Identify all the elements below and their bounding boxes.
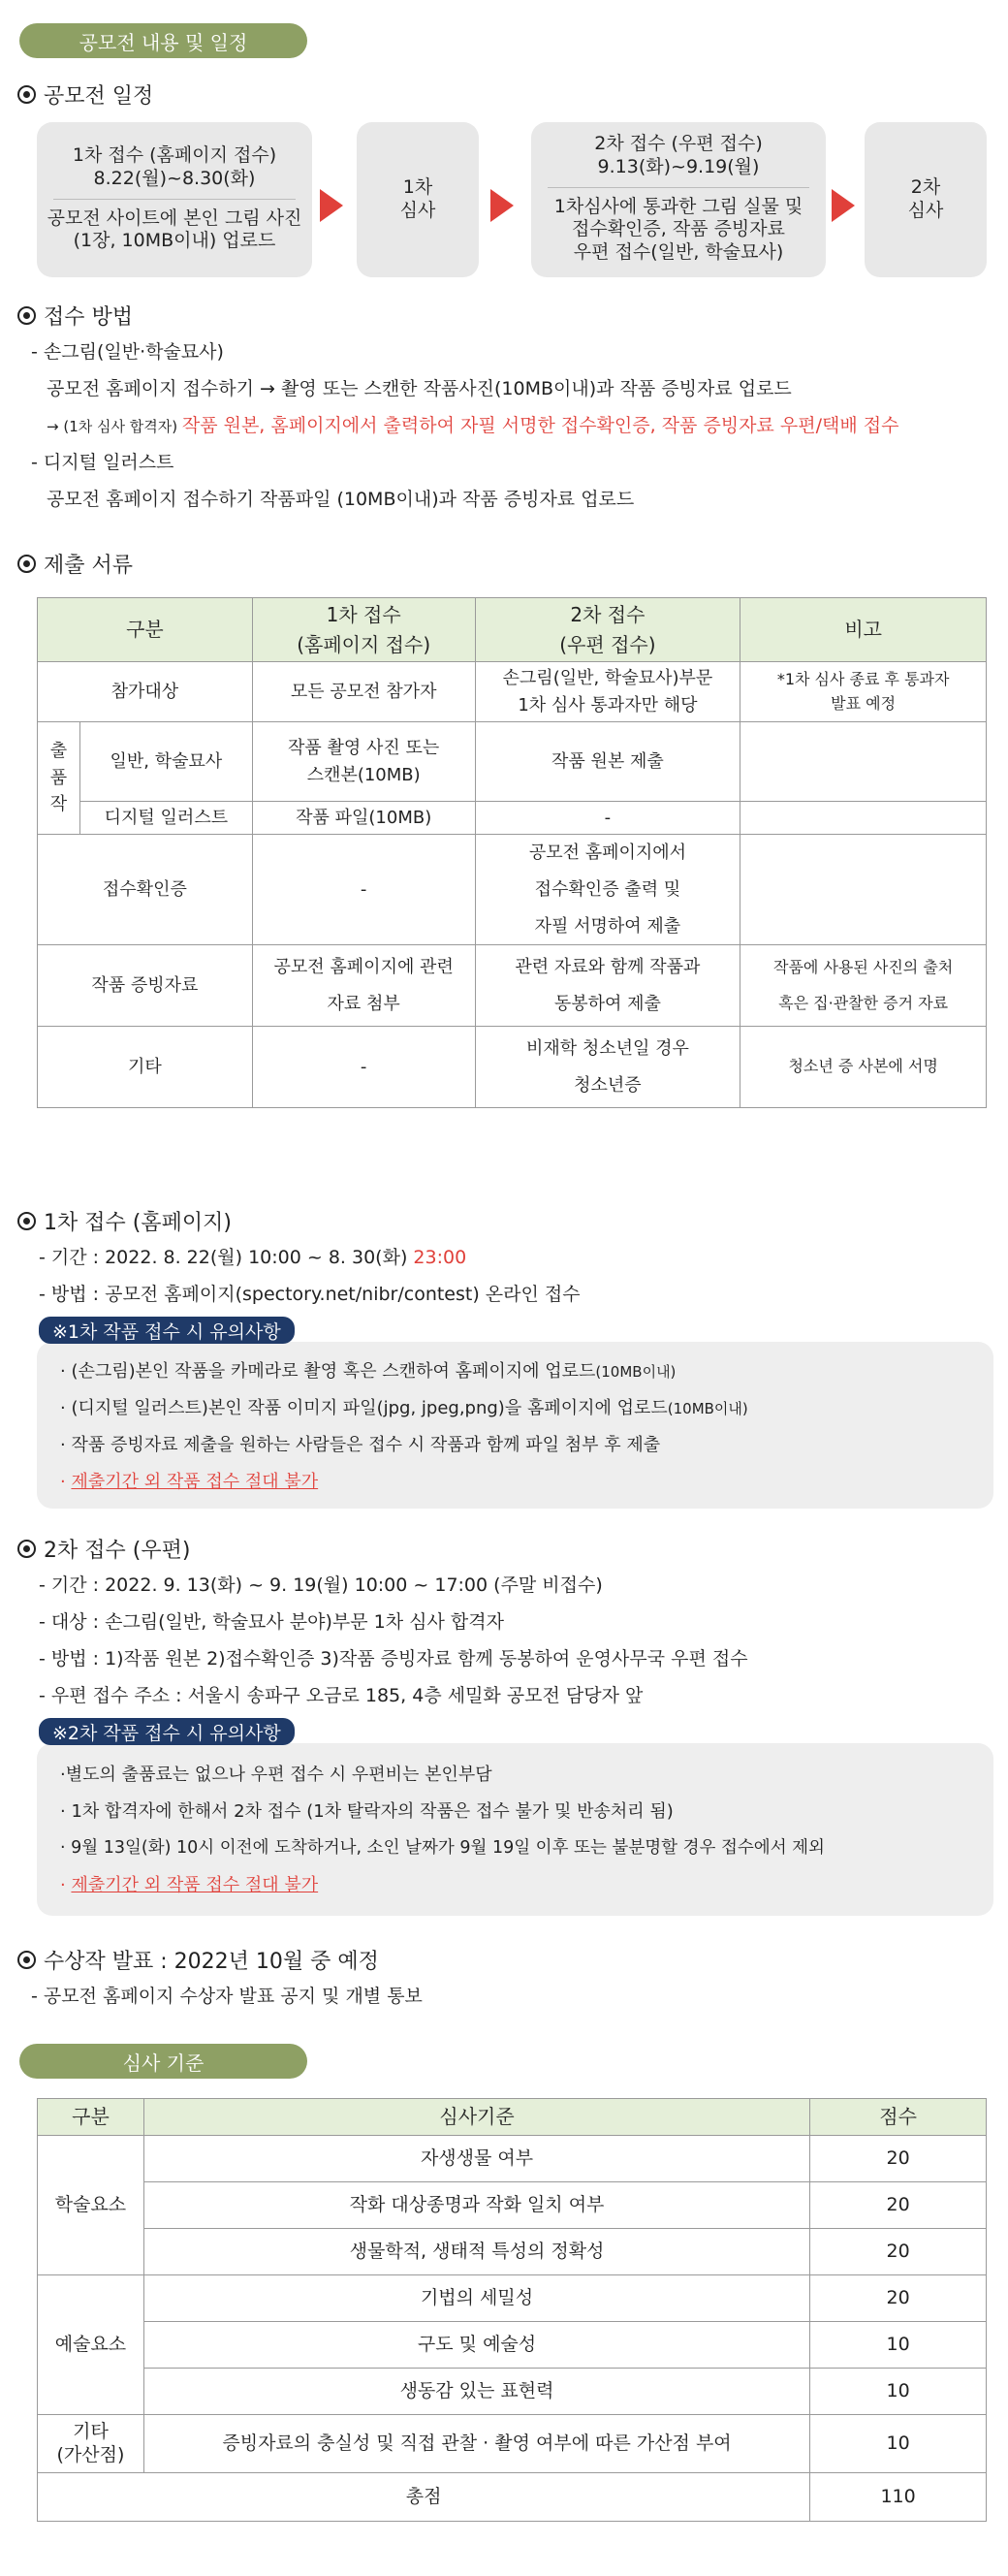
cell: 20 xyxy=(810,2136,987,2182)
notice-item xyxy=(60,1871,318,1896)
text: 심사 xyxy=(907,200,944,221)
text: 1차 접수 (홈페이지 접수) xyxy=(72,144,277,166)
step-1-bottom xyxy=(40,200,310,262)
arrow-right-icon xyxy=(490,189,514,222)
text: 9.13(화)~9.19(월) xyxy=(597,155,760,177)
text: 접수확인증 출력 및 xyxy=(534,878,681,900)
header-cell: 점수 xyxy=(810,2099,987,2136)
cell: 생물학적, 생태적 특성의 정확성 xyxy=(143,2229,809,2275)
notice-item: · 1차 합격자에 한해서 2차 접수 (1차 탈락자의 작품은 접수 불가 및 반송처리 됨) xyxy=(60,1801,674,1822)
table-row xyxy=(38,2415,987,2473)
schedule-step-3 xyxy=(531,122,826,277)
docs-table xyxy=(37,597,987,1108)
text: 발표 예정 xyxy=(831,693,897,713)
notice-item xyxy=(60,1394,748,1419)
text: · (디지털 일러스트)본인 작품 이미지 파일(jpg, jpeg,png)을 홈페이지에 업로드 xyxy=(60,1398,668,1418)
cell: 총점 xyxy=(38,2473,810,2522)
table-row xyxy=(38,945,987,1027)
step-1-top xyxy=(53,139,296,200)
cell xyxy=(740,835,987,945)
cell xyxy=(475,1027,740,1108)
cell: 20 xyxy=(810,2182,987,2229)
text: (10MB이내) xyxy=(667,1400,748,1417)
text: 혹은 집·관찰한 증거 자료 xyxy=(778,993,949,1012)
first-period xyxy=(39,1243,466,1269)
header-cell: 비고 xyxy=(740,598,987,662)
method-line: - 손그림(일반·학술묘사) xyxy=(31,341,224,363)
section-title-pill xyxy=(19,2044,307,2079)
notice-item: · 9월 13일(화) 10시 이전에 도착하거나, 소인 날짜가 9월 19일 이후 또는 불분명할 경우 접수에서 제외 xyxy=(60,1838,825,1858)
text: 공모전 홈페이지에서 xyxy=(528,843,687,863)
second-heading xyxy=(17,1534,190,1564)
text: - 기간 : 2022. 8. 22(월) 10:00 ~ 8. 30(화) xyxy=(39,1247,414,1268)
text: 1차 xyxy=(402,176,433,199)
cell xyxy=(252,722,475,802)
group-cell: 학술요소 xyxy=(38,2136,144,2275)
text: 2차 xyxy=(910,176,941,199)
notice-tag: ※1차 작품 접수 시 유의사항 xyxy=(39,1317,295,1344)
text: · (손그림)본인 작품을 카메라로 촬영 혹은 스캔하여 홈페이지에 업로드 xyxy=(60,1361,596,1382)
text: 접수확인증, 작품 증빙자료 xyxy=(571,218,785,240)
cell: 디지털 일러스트 xyxy=(79,802,252,835)
cell: 110 xyxy=(810,2473,987,2522)
second-line: - 기간 : 2022. 9. 13(화) ~ 9. 19(월) 10:00 ~ 17:00 (주말 비접수) xyxy=(39,1574,603,1596)
text: 스캔본(10MB) xyxy=(306,764,421,785)
cell: - xyxy=(252,1027,475,1108)
section-title-pill xyxy=(19,23,307,58)
table-row xyxy=(38,722,987,802)
text: (우편 접수) xyxy=(559,632,656,656)
text: · xyxy=(60,1472,72,1492)
cell: 기법의 세밀성 xyxy=(143,2275,809,2322)
text: 기타 xyxy=(73,2420,109,2442)
text: 관련 자료와 함께 작품과 xyxy=(515,957,701,978)
cell xyxy=(740,722,987,802)
docs-heading xyxy=(17,549,133,579)
notice-item: · 작품 증빙자료 제출을 원하는 사람들은 접수 시 작품과 함께 파일 첨부 후 제출 xyxy=(60,1435,661,1455)
heading-text: 제출 서류 xyxy=(44,554,134,578)
step-3-bottom xyxy=(547,188,811,272)
criteria-table xyxy=(37,2098,987,2522)
award-line: - 공모전 홈페이지 수상자 발표 공지 및 개별 통보 xyxy=(31,1986,423,2007)
award-heading xyxy=(17,1945,379,1975)
text: 비재학 청소년일 경우 xyxy=(525,1038,689,1060)
table-row xyxy=(38,2322,987,2369)
schedule-step-1 xyxy=(37,122,312,277)
method-heading xyxy=(17,301,133,331)
text: (홈페이지 접수) xyxy=(297,632,431,656)
cell xyxy=(740,662,987,722)
cell: 구도 및 예술성 xyxy=(143,2322,809,2369)
first-heading xyxy=(17,1206,232,1236)
heading-text: 1차 접수 (홈페이지) xyxy=(44,1211,232,1235)
method-line: - 디지털 일러스트 xyxy=(31,452,174,473)
heading-text: 접수 방법 xyxy=(44,305,134,330)
cell: - xyxy=(252,835,475,945)
cell xyxy=(475,835,740,945)
text: 동봉하여 제출 xyxy=(553,993,661,1014)
method-line: 공모전 홈페이지 접수하기 → 촬영 또는 스캔한 작품사진(10MB이내)과 작품 증빙자료 업로드 xyxy=(47,378,792,399)
schedule-step-2 xyxy=(357,122,479,277)
cell: 접수확인증 xyxy=(38,835,253,945)
bullet-icon xyxy=(17,1212,36,1230)
cell xyxy=(740,945,987,1027)
header-cell xyxy=(475,598,740,662)
method-line xyxy=(47,411,898,437)
cell xyxy=(475,945,740,1027)
cell: 10 xyxy=(810,2369,987,2415)
text: 1차 접수 xyxy=(326,602,401,626)
text: 작품 촬영 사진 또는 xyxy=(288,737,440,758)
text: 공모전 사이트에 본인 그림 사진 xyxy=(47,207,302,229)
heading-text: 2차 접수 (우편) xyxy=(44,1539,191,1563)
step-3-top xyxy=(548,127,809,188)
cell: 생동감 있는 표현력 xyxy=(143,2369,809,2415)
header-cell: 구분 xyxy=(38,2099,144,2136)
header-cell: 심사기준 xyxy=(143,2099,809,2136)
cell: - xyxy=(475,802,740,835)
header-cell xyxy=(252,598,475,662)
text: (1장, 10MB이내) 업로드 xyxy=(73,230,276,252)
table-row xyxy=(38,802,987,835)
group-cell: 예술요소 xyxy=(38,2275,144,2415)
text: 작 xyxy=(49,794,68,815)
bullet-icon xyxy=(17,306,36,325)
table-row xyxy=(38,2369,987,2415)
heading-text: 수상작 발표 : 2022년 10월 중 예정 xyxy=(44,1950,379,1974)
table-total-row xyxy=(38,2473,987,2522)
text: 품 xyxy=(49,767,68,788)
cell xyxy=(252,945,475,1027)
second-line: - 우편 접수 주소 : 서울시 송파구 오금로 185, 4층 세밀화 공모전 담당자 앞 xyxy=(39,1685,644,1706)
text: 2차 접수 (우편 접수) xyxy=(594,133,763,155)
cell: 기타 xyxy=(38,1027,253,1108)
section-title: 공모전 내용 및 일정 xyxy=(79,30,248,54)
text: → (1차 심사 합격자) xyxy=(47,418,182,435)
table-row xyxy=(38,2275,987,2322)
second-line: - 방법 : 1)작품 원본 2)접수확인증 3)작품 증빙자료 함께 동봉하여 운영사무국 우편 접수 xyxy=(39,1648,748,1670)
schedule-step-4 xyxy=(865,122,987,277)
table-header-row xyxy=(38,598,987,662)
cell: 작품 파일(10MB) xyxy=(252,802,475,835)
text: 출 xyxy=(49,740,68,761)
text: · xyxy=(60,1875,72,1895)
bullet-icon xyxy=(17,555,36,573)
table-row xyxy=(38,2136,987,2182)
table-row xyxy=(38,835,987,945)
schedule-heading xyxy=(17,80,153,110)
text: 제출기간 외 작품 접수 절대 불가 xyxy=(71,1875,319,1895)
bullet-icon xyxy=(17,85,36,104)
text: 작품 원본, 홈페이지에서 출력하여 자필 서명한 접수확인증, 작품 증빙자료 우편/택배 접수 xyxy=(181,415,899,436)
cell: 20 xyxy=(810,2275,987,2322)
cell: 작품 원본 제출 xyxy=(475,722,740,802)
group-cell xyxy=(38,2415,144,2473)
cell: 자생생물 여부 xyxy=(143,2136,809,2182)
text: 8.22(월)~8.30(화) xyxy=(93,167,256,189)
cell xyxy=(740,802,987,835)
header-cell: 구분 xyxy=(38,598,253,662)
method-line: 공모전 홈페이지 접수하기 작품파일 (10MB이내)과 작품 증빙자료 업로드 xyxy=(47,489,635,510)
text: (10MB이내) xyxy=(595,1363,677,1381)
bullet-icon xyxy=(17,1951,36,1969)
text: 23:00 xyxy=(413,1247,467,1268)
text: 2차 접수 xyxy=(570,602,646,626)
table-row xyxy=(38,662,987,722)
notice-item xyxy=(60,1468,318,1493)
cell: 증빙자료의 충실성 및 직접 관찰 · 촬영 여부에 따른 가산점 부여 xyxy=(143,2415,809,2473)
second-line: - 대상 : 손그림(일반, 학술묘사 분야)부문 1차 심사 합격자 xyxy=(39,1611,504,1633)
bullet-icon xyxy=(17,1540,36,1558)
cell: 일반, 학술묘사 xyxy=(79,722,252,802)
cell: 10 xyxy=(810,2415,987,2473)
section-title: 심사 기준 xyxy=(122,2051,205,2075)
text: 자필 서명하여 제출 xyxy=(534,915,681,937)
arrow-right-icon xyxy=(320,189,343,222)
category-cell xyxy=(38,722,80,835)
cell: 청소년 증 사본에 서명 xyxy=(740,1027,987,1108)
cell: 작품 증빙자료 xyxy=(38,945,253,1027)
cell: 10 xyxy=(810,2322,987,2369)
text: 제출기간 외 작품 접수 절대 불가 xyxy=(71,1472,319,1492)
cell: 모든 공모전 참가자 xyxy=(252,662,475,722)
cell: 참가대상 xyxy=(38,662,253,722)
text: 자료 첨부 xyxy=(327,993,400,1014)
text: 우편 접수(일반, 학술묘사) xyxy=(573,241,784,264)
cell: 작화 대상종명과 작화 일치 여부 xyxy=(143,2182,809,2229)
text: 심사 xyxy=(399,200,436,221)
table-row xyxy=(38,2229,987,2275)
text: 손그림(일반, 학술묘사)부문 xyxy=(502,667,713,688)
arrow-right-icon xyxy=(832,189,855,222)
text: 작품에 사용된 사진의 출처 xyxy=(772,958,954,977)
table-header-row xyxy=(38,2099,987,2136)
notice-item xyxy=(60,1357,676,1383)
notice-tag: ※2차 작품 접수 시 유의사항 xyxy=(39,1718,295,1745)
text: 1차 심사 통과자만 해당 xyxy=(518,694,698,716)
text: 청소년증 xyxy=(574,1074,642,1096)
first-method: - 방법 : 공모전 홈페이지(spectory.net/nibr/contest) 온라인 접수 xyxy=(39,1284,581,1305)
text: *1차 심사 종료 후 통과자 xyxy=(776,669,950,688)
text: 공모전 홈페이지에 관련 xyxy=(273,957,454,978)
table-row xyxy=(38,2182,987,2229)
table-row xyxy=(38,1027,987,1108)
text: 1차심사에 통과한 그림 실물 및 xyxy=(553,195,803,217)
cell xyxy=(475,662,740,722)
text: (가산점) xyxy=(56,2443,125,2465)
cell: 20 xyxy=(810,2229,987,2275)
notice-item: ·별도의 출품료는 없으나 우편 접수 시 우편비는 본인부담 xyxy=(60,1765,492,1785)
heading-text: 공모전 일정 xyxy=(44,84,154,109)
